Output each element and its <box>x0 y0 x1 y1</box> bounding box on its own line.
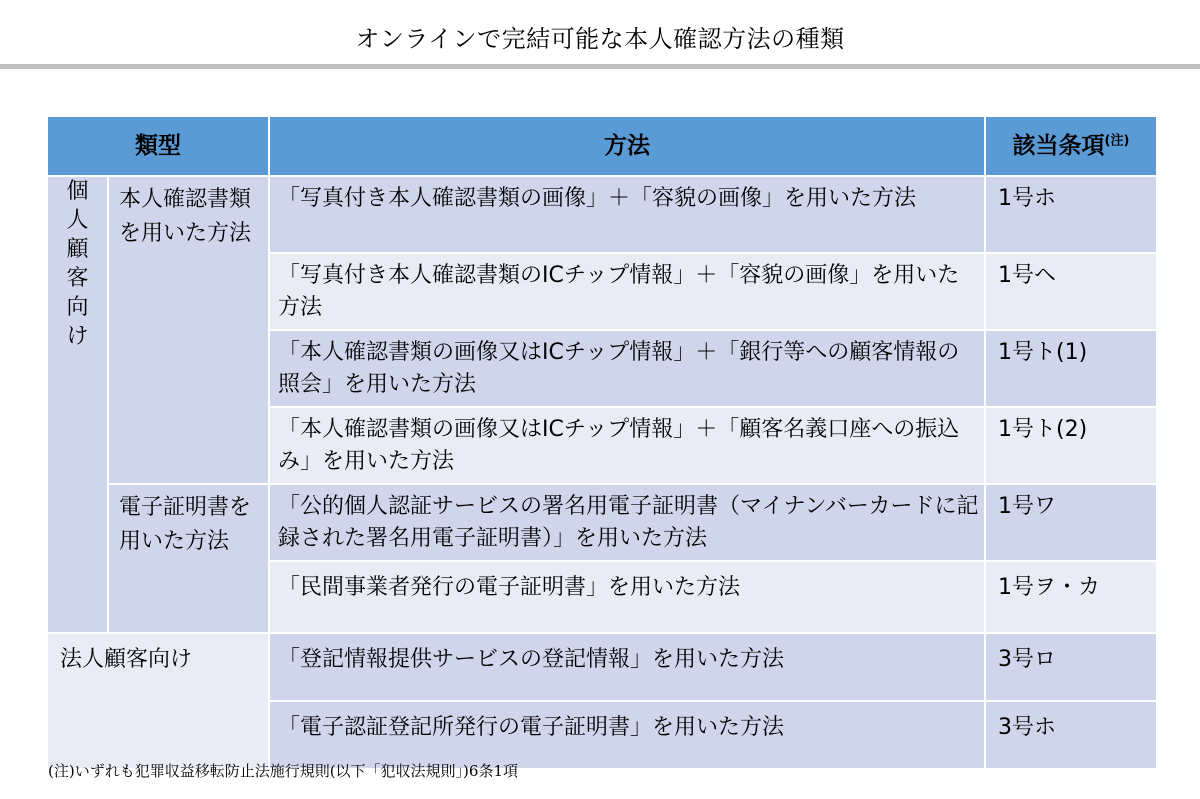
table-row <box>47 176 1157 253</box>
article-cell: 1号ト(1) <box>985 330 1157 407</box>
method-cell: 「登記情報提供サービスの登記情報」を用いた方法 <box>269 633 985 701</box>
article-cell: 1号ヲ・カ <box>985 561 1157 633</box>
method-cell: 「公的個人認証サービスの署名用電子証明書（マイナンバーカードに記録された署名用電子証明書）」を用いた方法 <box>269 484 985 561</box>
identity-verification-table <box>46 115 1158 770</box>
category-corporate: 法人顧客向け <box>47 633 269 769</box>
method-cell: 「電子認証登記所発行の電子証明書」を用いた方法 <box>269 701 985 769</box>
page-title: オンラインで完結可能な本人確認方法の種類 <box>355 25 845 53</box>
footnote: (注)いずれも犯罪収益移転防止法施行規則(以下「犯収法規則」)6条1項 <box>48 762 518 780</box>
header-article-label: 該当条項 <box>1012 133 1105 159</box>
article-cell: 1号ヘ <box>985 253 1157 330</box>
table-row <box>47 633 1157 701</box>
header-article <box>985 116 1157 176</box>
article-cell: 3号ロ <box>985 633 1157 701</box>
category-individual <box>47 176 108 633</box>
method-cell: 「写真付き本人確認書類のICチップ情報」＋「容貌の画像」を用いた方法 <box>269 253 985 330</box>
category-individual-label: 個 人 顧 客 向 け <box>66 179 89 349</box>
category-e-certificate: 電子証明書を用いた方法 <box>108 484 269 633</box>
table-header-row <box>47 116 1157 176</box>
method-cell: 「本人確認書類の画像又はICチップ情報」＋「顧客名義口座への振込み」を用いた方法 <box>269 407 985 484</box>
method-cell: 「本人確認書類の画像又はICチップ情報」＋「銀行等への顧客情報の照会」を用いた方法 <box>269 330 985 407</box>
article-cell: 1号ワ <box>985 484 1157 561</box>
article-cell: 3号ホ <box>985 701 1157 769</box>
method-cell: 「写真付き本人確認書類の画像」＋「容貌の画像」を用いた方法 <box>269 176 985 253</box>
article-cell: 1号ホ <box>985 176 1157 253</box>
table-row <box>47 484 1157 561</box>
category-id-documents: 本人確認書類を用いた方法 <box>108 176 269 484</box>
header-type: 類型 <box>47 116 269 176</box>
article-cell: 1号ト(2) <box>985 407 1157 484</box>
method-cell: 「民間事業者発行の電子証明書」を用いた方法 <box>269 561 985 633</box>
header-article-note: (注) <box>1104 133 1130 149</box>
header-method: 方法 <box>269 116 985 176</box>
title-divider <box>0 64 1200 69</box>
